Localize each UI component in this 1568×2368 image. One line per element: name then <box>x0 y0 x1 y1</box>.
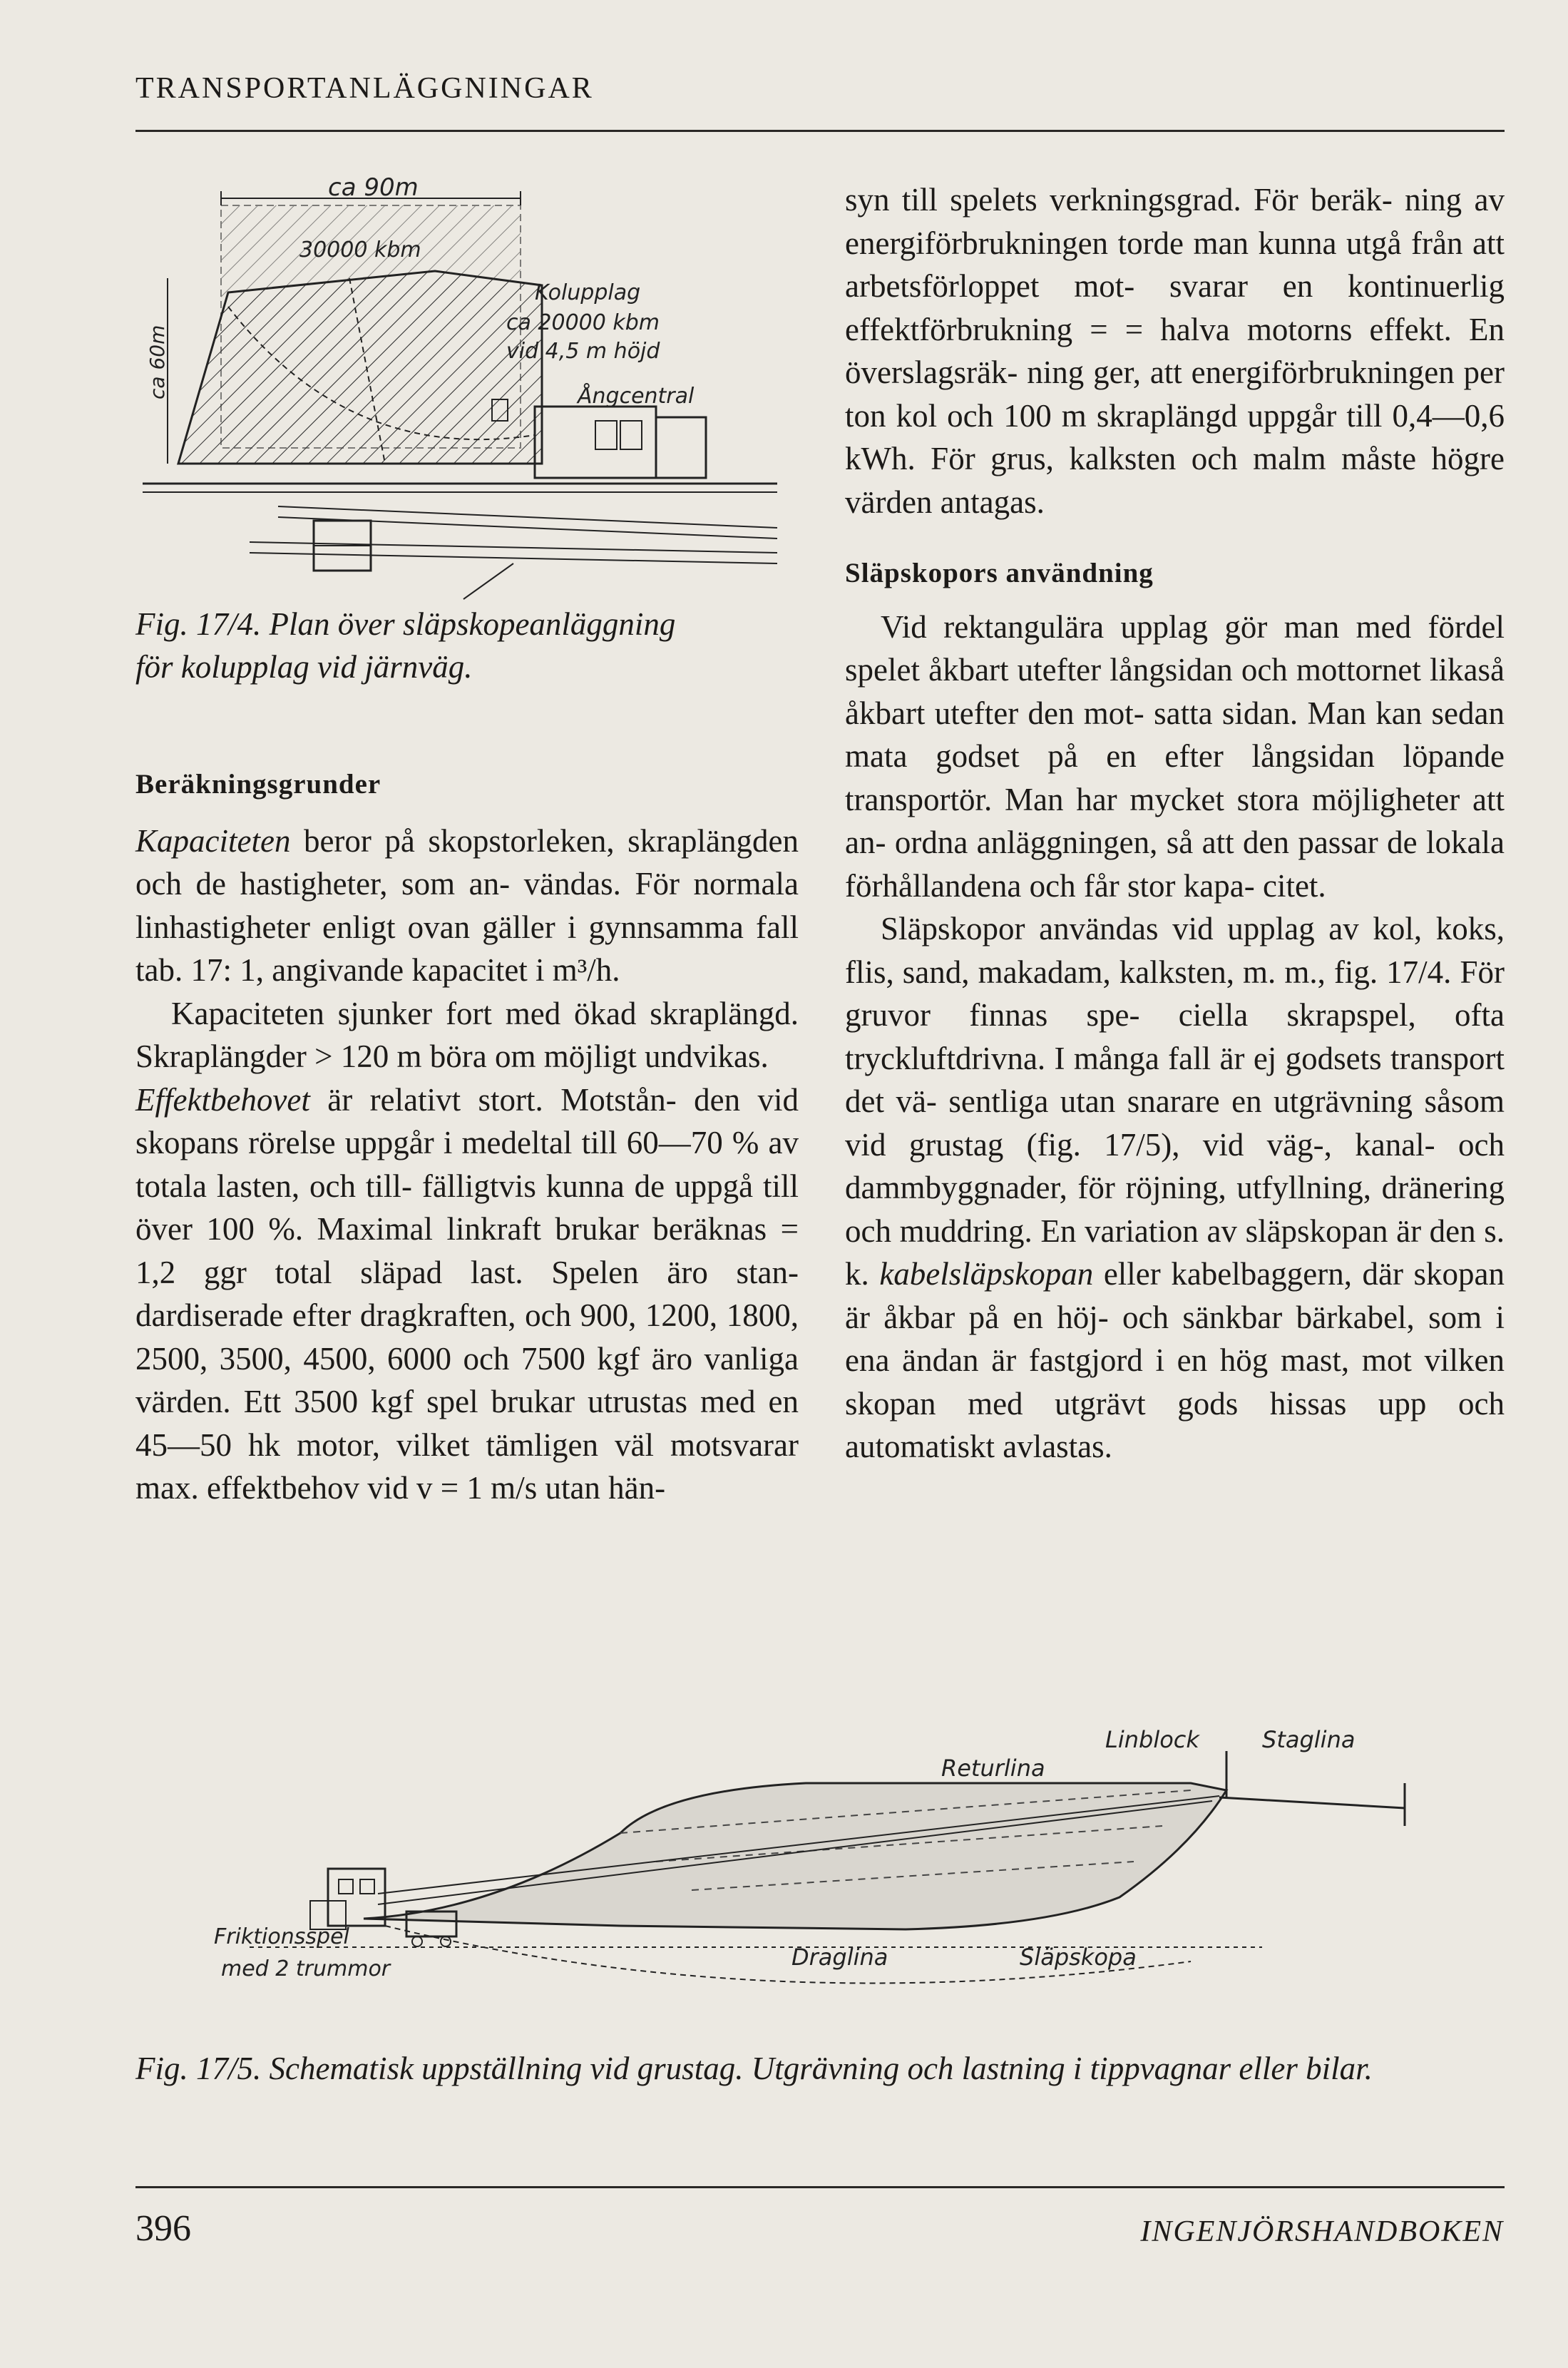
section-heading-slapskopors-anvandning: Släpskopors användning <box>845 558 1154 588</box>
left-column <box>135 763 799 1510</box>
term-kabelslapskopan: kabelsläpskopan <box>879 1256 1094 1292</box>
label-winch-2: med 2 trummor <box>221 1956 391 1981</box>
paragraph-anvandning-text-2: eller kabelbaggern, där skopan är åkbar på en höj- och sänkbar bärkabel, som i ena ändan är fastgjord i en hög mast, mot vilken skopan med utgrävt gods hissas upp och automatiskt avlastas. <box>845 1256 1505 1464</box>
paragraph-anvandning-text-1: Släpskopor användas vid upplag av kol, koks, flis, sand, makadam, kalksten, m. m., fig. 17/4. För gruvor finnas spe- ciella skrapspel, ofta tryckluftdrivna. I många fall är ej godsets transport det vä- sentliga utan snarare en utgrävning såsom vid grustag (fig. 17/5), vid väg-, kanal- och dammbyggnader, för röjning, utfyllning, dränering och muddring. En variation av släpskopan är den s. k. <box>845 911 1505 1292</box>
paragraph-energiforbrukning: syn till spelets verkningsgrad. För beräk- ning av energiförbrukningen torde man kunna utgå från att arbetsförloppet mot- svarar en kontinuerlig effektförbrukning = = halva motorns effekt. En överslagsräk- ning ger, att energiförbrukningen per ton kol och 100 m skraplängd uppgår till 0,4—0,6 kWh. För grus, kalksten och malm måste högre värden antagas. <box>845 182 1505 520</box>
label-central: Ångcentral <box>578 384 695 409</box>
term-effektbehovet: Effektbehovet <box>135 1081 310 1118</box>
right-column <box>845 178 1505 1469</box>
label-height: ca 60m <box>145 325 169 399</box>
paragraph-anvandning <box>845 907 1505 1469</box>
figure-17-4-plan-drawing <box>135 164 799 606</box>
paragraph-kapaciteten-text: beror på skopstorleken, skraplängden och de hastigheter, som an- vändas. För normala linhastigheter enligt ovan gäller i gynnsamma fall tab. 17: 1, angivande kapacitet i m³/h. <box>135 822 799 988</box>
figure-17-4-caption-line1: Fig. 17/4. Plan över släpskopeanläggning <box>135 606 676 642</box>
label-volume: 30000 kbm <box>299 238 421 262</box>
running-header: TRANSPORTANLÄGGNINGAR <box>135 72 594 105</box>
term-kapaciteten: Kapaciteten <box>135 822 291 859</box>
label-storage-1: Kolupplag <box>535 280 641 305</box>
figure-17-4-caption <box>135 603 806 688</box>
label-draglina: Draglina <box>791 1944 888 1971</box>
section-heading-berakningsgrunder: Beräkningsgrunder <box>135 769 381 800</box>
label-width: ca 90m <box>328 173 419 202</box>
book-title: INGENJÖRSHANDBOKEN <box>1140 2215 1504 2248</box>
paragraph-rektangulara-upplag: Vid rektangulära upplag gör man med fördel spelet åkbart utefter långsidan och mottornet likaså åkbart utefter den mot- satta sidan. Man kan sedan mata godset på en efter långsidan löpande transportör. Man har mycket stora möjligheter att an- ordna anläggningen, så att den passar de lokala förhållandena och får stor kapa- citet. <box>845 608 1505 904</box>
label-storage-2: ca 20000 kbm <box>506 310 660 335</box>
paragraph-effektbehovet <box>135 1078 799 1510</box>
label-storage-3: vid 4,5 m höjd <box>506 339 660 364</box>
label-winch-1: Friktionsspel <box>214 1924 349 1949</box>
label-slapskopa: Släpskopa <box>1020 1944 1137 1971</box>
figure-17-5-gravel-pit-drawing <box>193 1712 1462 2033</box>
figure-17-4-caption-line2: för kolupplag vid järnväg. <box>135 649 473 685</box>
label-returlina: Returlina <box>941 1755 1045 1782</box>
figure-17-5-caption: Fig. 17/5. Schematisk uppställning vid grustag. Utgrävning och lastning i tippvagnar eller bilar. <box>135 2051 1373 2086</box>
paragraph-effektbehovet-text: är relativt stort. Motstån- den vid skopans rörelse uppgår i medeltal till 60—70 % av totala lasten, och till- fälligtvis kunna de uppgå till över 100 %. Maximal linkraft brukar beräknas = 1,2 ggr total släpad last. Spelen äro stan- dardiserade efter dragkraften, och 900, 1200, 1800, 2500, 3500, 4500, 6000 och 7500 kgf äro vanliga värden. Ett 3500 kgf spel brukar utrustas med en 45—50 hk motor, vilket tämligen väl motsvarar max. effektbehov vid v = 1 m/s utan hän- <box>135 1081 799 1506</box>
paragraph-skraplangd: Kapaciteten sjunker fort med ökad skraplängd. Skraplängder > 120 m böra om möjligt undvikas. <box>135 995 799 1074</box>
header-rule <box>135 130 1505 132</box>
paragraph-kapaciteten <box>135 820 799 992</box>
label-linblock: Linblock <box>1105 1726 1199 1753</box>
label-staglina: Staglina <box>1262 1726 1356 1753</box>
page-number: 396 <box>135 2208 191 2249</box>
footer-rule <box>135 2186 1505 2188</box>
